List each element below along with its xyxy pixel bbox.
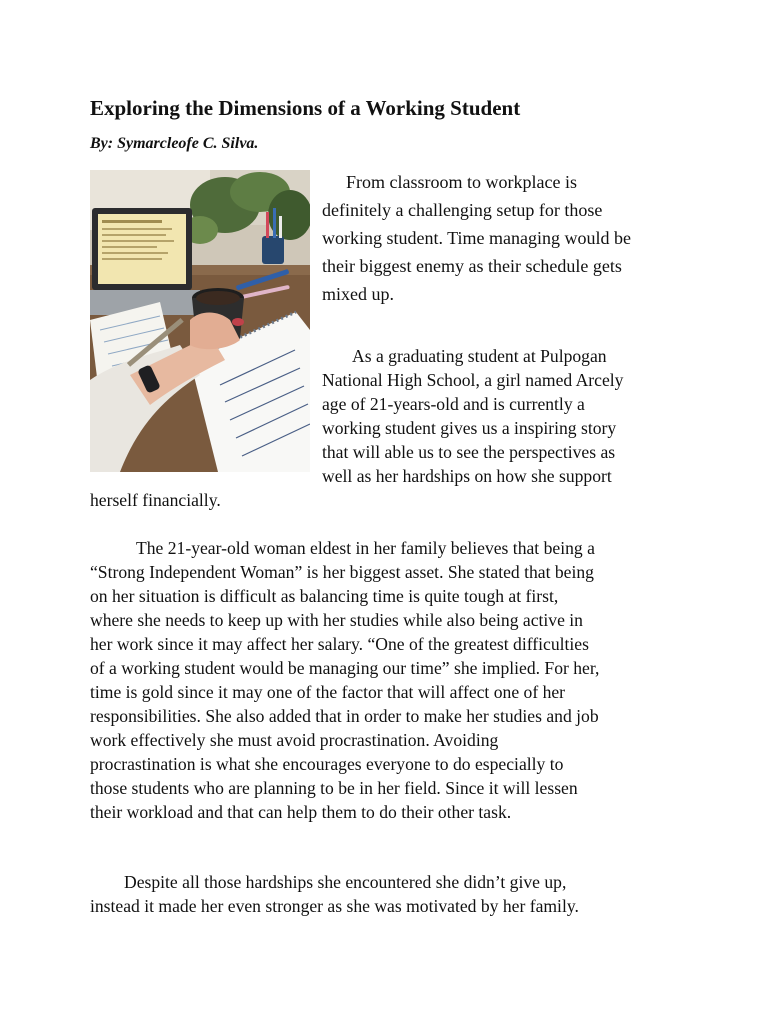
paragraph-line: age of 21-years-old and is currently a — [322, 394, 585, 414]
paragraph-line: herself financially. — [90, 490, 221, 510]
paragraph-line: on her situation is difficult as balancing time is quite tough at first, — [90, 586, 559, 606]
paragraph-line: their workload and that can help them to do their other task. — [90, 802, 512, 822]
paragraph-line: instead it made her even stronger as she was motivated by her family. — [90, 896, 579, 916]
paragraph-line: mixed up. — [322, 284, 394, 304]
paragraph-line: The 21-year-old woman eldest in her family believes that being a — [136, 538, 595, 558]
paragraph-line: those students who are planning to be in her field. Since it will lessen — [90, 778, 578, 798]
desk-photo-icon — [90, 170, 310, 472]
paragraph-line: As a graduating student at Pulpogan — [352, 346, 607, 366]
paragraph-line: Despite all those hardships she encountered she didn’t give up, — [124, 872, 567, 892]
paragraph-line: their biggest enemy as their schedule gets — [322, 256, 622, 276]
paragraph-line: of a working student would be managing our time” she implied. For her, — [90, 658, 600, 678]
paragraph-line: well as her hardships on how she support — [322, 466, 612, 486]
paragraph-line: working student. Time managing would be — [322, 228, 631, 248]
paragraph-line: time is gold since it may one of the factor that will affect one of her — [90, 682, 566, 702]
paragraph-line: From classroom to workplace is — [346, 172, 577, 192]
paragraph-line: procrastination is what she encourages everyone to do especially to — [90, 754, 564, 774]
paragraph-line: responsibilities. She also added that in order to make her studies and job — [90, 706, 599, 726]
article-photo — [90, 170, 310, 472]
paragraph-line: working student gives us a inspiring story — [322, 418, 617, 438]
paragraph-line: where she needs to keep up with her studies while also being active in — [90, 610, 583, 630]
paragraph-line: that will able us to see the perspectives as — [322, 442, 616, 462]
paragraph-line: her work since it may affect her salary. “One of the greatest difficulties — [90, 634, 589, 654]
article-byline: By: Symarcleofe C. Silva. — [90, 135, 259, 152]
paragraph-line: work effectively she must avoid procrastination. Avoiding — [90, 730, 499, 750]
paragraph-line: National High School, a girl named Arcely — [322, 370, 624, 390]
paragraph-line: “Strong Independent Woman” is her biggest asset. She stated that being — [90, 562, 594, 582]
article-title: Exploring the Dimensions of a Working Student — [90, 96, 521, 120]
paragraph-line: definitely a challenging setup for those — [322, 200, 603, 220]
